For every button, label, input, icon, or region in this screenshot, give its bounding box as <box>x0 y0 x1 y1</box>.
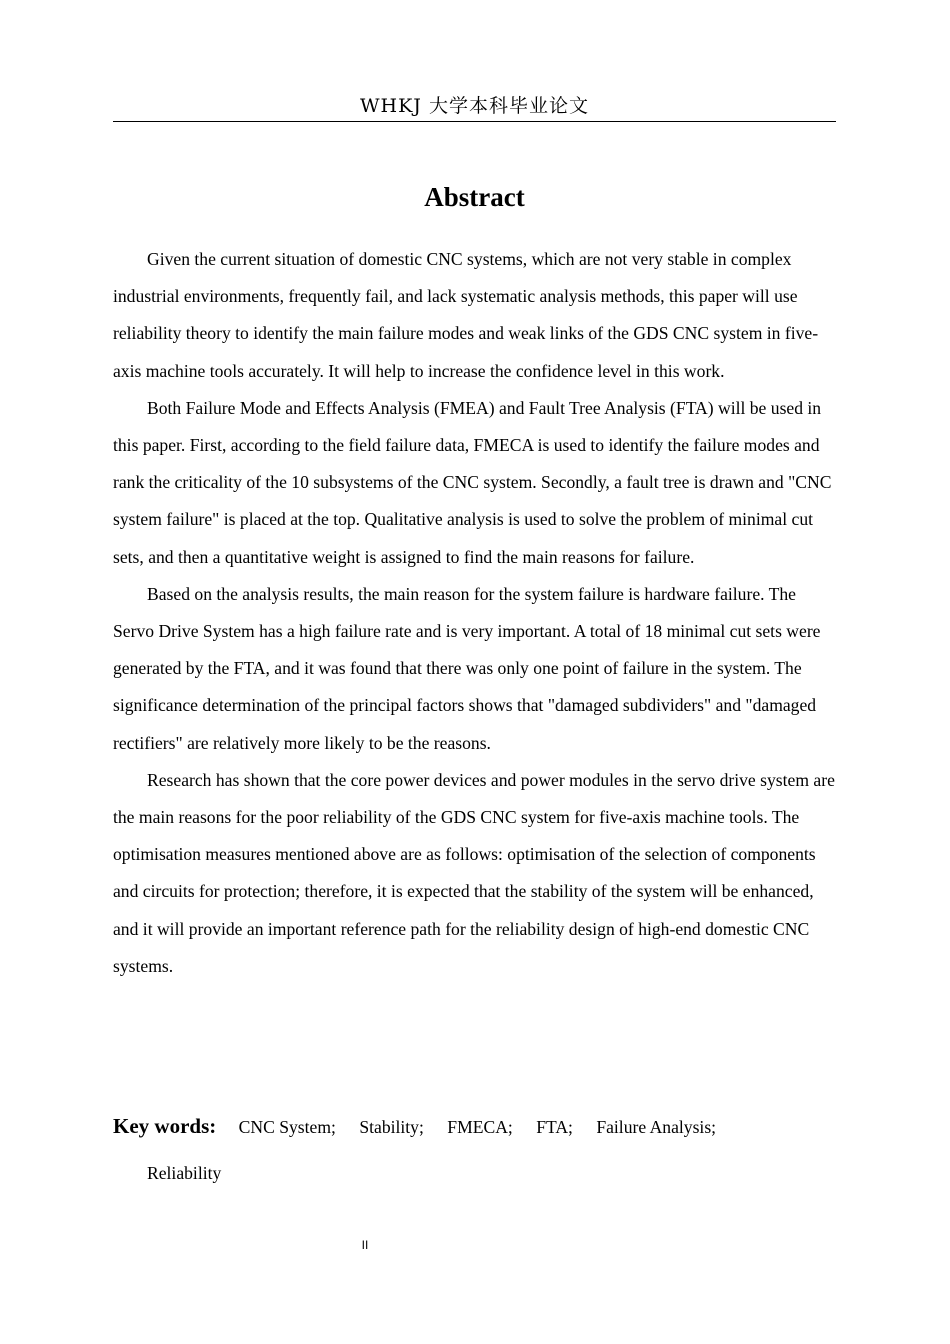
keyword-item: FMECA; <box>447 1117 513 1137</box>
keyword-item: CNC System; <box>238 1117 336 1137</box>
abstract-paragraph-1: Given the current situation of domestic CNC systems, which are not very stable in complex industrial environments, frequently fail, and lack systematic analysis methods, this paper will use reliability theory to identify the main failure modes and weak links of the GDS CNC system in five-axis machine tools accurately. It will help to increase the confidence level in this work. <box>113 249 819 381</box>
abstract-paragraph-2: Both Failure Mode and Effects Analysis (FMEA) and Fault Tree Analysis (FTA) will be used in this paper. First, according to the field failure data, FMECA is used to identify the failure modes and rank the criticality of the 10 subsystems of the CNC system. Secondly, a fault tree is drawn and "CNC system failure" is placed at the top. Qualitative analysis is used to solve the problem of minimal cut sets, and then a quantitative weight is assigned to find the main reasons for failure. <box>113 397 832 567</box>
keywords-line <box>113 1106 836 1147</box>
abstract-body <box>113 241 836 985</box>
abstract-paragraph-3: Based on the analysis results, the main reason for the system failure is hardware failure. The Servo Drive System has a high failure rate and is very important. A total of 18 minimal cut sets were generated by the FTA, and it was found that there was only one point of failure in the system. The significance determination of the principal factors shows that "damaged subdividers" and "damaged rectifiers" are relatively more likely to be the reasons. <box>113 583 821 753</box>
keywords-label: Key words: <box>113 1114 217 1138</box>
abstract-paragraph-4: Research has shown that the core power devices and power modules in the servo drive system are the main reasons for the poor reliability of the GDS CNC system for five-axis machine tools. The optimisation measures mentioned above are as follows: optimisation of the selection of components and circuits for protection; therefore, it is expected that the stability of the system will be enhanced, and it will provide an important reference path for the reliability design of high-end domestic CNC systems. <box>113 769 835 976</box>
page-number: II <box>361 1238 369 1252</box>
keyword-item: Failure Analysis; <box>596 1117 717 1137</box>
keyword-item: Stability; <box>359 1117 424 1137</box>
keyword-item: FTA; <box>536 1117 573 1137</box>
keyword-item: Reliability <box>147 1163 222 1183</box>
running-header: WHKJ 大学本科毕业论文 <box>360 95 589 117</box>
abstract-heading: Abstract <box>424 182 525 212</box>
header-rule <box>113 121 836 122</box>
